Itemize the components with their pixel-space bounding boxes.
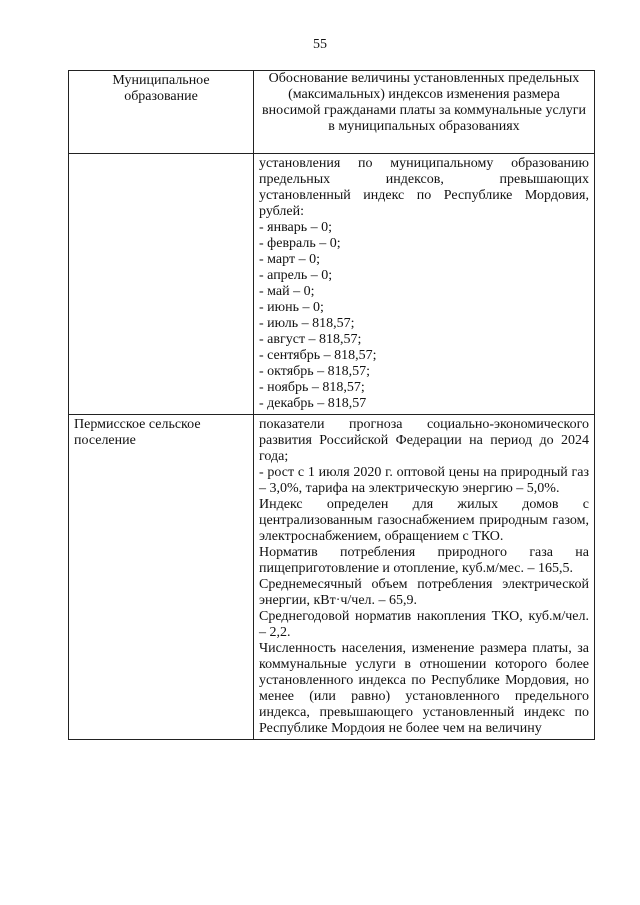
page-number: 55: [313, 37, 327, 52]
table-header-row: [69, 71, 595, 154]
month-item: - август – 818,57;: [259, 332, 362, 347]
month-item: - декабрь – 818,57: [259, 396, 367, 411]
month-item: - ноябрь – 818,57;: [259, 380, 365, 395]
month-item: - май – 0;: [259, 284, 315, 299]
month-item: - апрель – 0;: [259, 268, 333, 283]
table-row: [69, 415, 595, 740]
municipality-name: Пермисское сельское поселение: [69, 415, 254, 740]
paragraph: Норматив потребления природного газа на пищеприготовление и отопление, куб.м/мес. – 165,5.: [259, 545, 589, 576]
justification-cell: [254, 154, 595, 415]
month-item: - январь – 0;: [259, 220, 333, 235]
paragraph: Индекс определен для жилых домов с централизованным газоснабжением природным газом, электроснабжением, обращением с ТКО.: [259, 497, 589, 544]
justification-cell: [254, 415, 595, 740]
intro-line: предельных индексов, превышающих: [259, 172, 589, 187]
paragraph: Среднемесячный объем потребления электрической энергии, кВт·ч/чел. – 65,9.: [259, 577, 589, 608]
intro-line: установленный индекс по Республике Мордовия, рублей:: [259, 188, 589, 219]
month-item: - октябрь – 818,57;: [259, 364, 371, 379]
paragraph: Численность населения, изменение размера платы, за коммунальные услуги в отношении которого более установленного индекса по Республике Мордовия, но менее (или равно) установленного предельного индекса, превышающего установленный индекс по Республике Мордоия не более чем на величину: [259, 641, 589, 736]
header-justification: Обоснование величины установленных предельных (максимальных) индексов изменения размера вносимой гражданами платы за коммунальные услуги в муниципальных образованиях: [254, 71, 595, 154]
intro-line: установления по муниципальному образованию: [259, 156, 589, 171]
month-item: - июнь – 0;: [259, 300, 324, 315]
paragraph: показатели прогноза социально-экономического развития Российской Федерации на период до 2024 года;: [259, 417, 589, 464]
paragraph: Среднегодовой норматив накопления ТКО, куб.м/чел. – 2,2.: [259, 609, 589, 640]
header-municipality: Муниципальное образование: [69, 71, 254, 154]
municipality-cell-empty: [69, 154, 254, 415]
index-table: [68, 70, 595, 740]
paragraph: - рост с 1 июля 2020 г. оптовой цены на природный газ – 3,0%, тарифа на электрическую энергию – 5,0%.: [259, 465, 589, 496]
month-item: - сентябрь – 818,57;: [259, 348, 377, 363]
month-item: - февраль – 0;: [259, 236, 341, 251]
month-item: - июль – 818,57;: [259, 316, 355, 331]
table-row: [69, 154, 595, 415]
month-item: - март – 0;: [259, 252, 320, 267]
